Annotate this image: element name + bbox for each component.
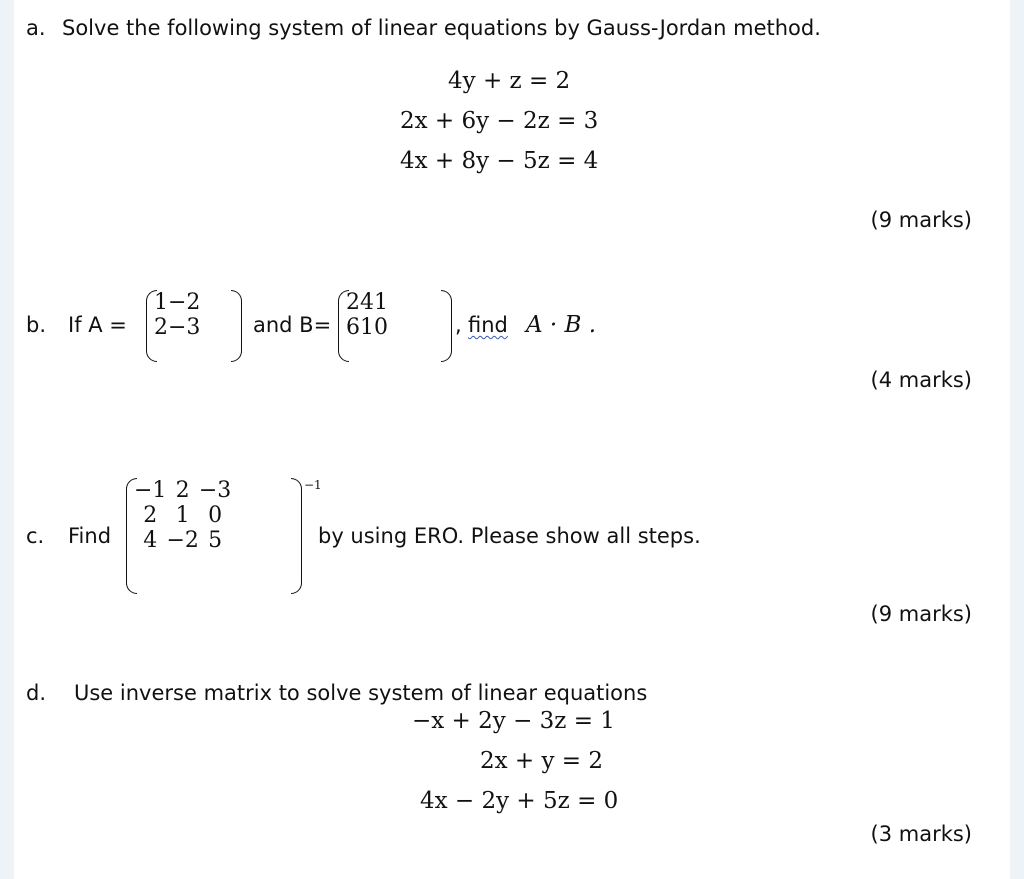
matrix-b-table (346, 290, 388, 340)
matrix-a-cell: −3 (168, 315, 201, 340)
matrix-b (338, 290, 452, 362)
matrix-a-cell: −2 (168, 290, 201, 315)
question-b-marks: (4 marks) (870, 368, 972, 392)
matrix-b-cell: 0 (374, 315, 388, 340)
question-c-marks: (9 marks) (870, 602, 972, 626)
matrix-c-cell: −1 (134, 478, 167, 503)
matrix-c-cell: −2 (166, 528, 199, 553)
matrix-c-cell: 1 (175, 503, 190, 528)
matrix-b-right-paren (441, 290, 452, 362)
question-d-equation-1: −x + 2y − 3z = 1 (412, 708, 615, 734)
matrix-a-cell: 2 (154, 315, 168, 340)
question-a-equation-2: 2x + 6y − 2z = 3 (400, 108, 599, 134)
question-sheet (14, 0, 1010, 879)
question-b-comma: , (455, 313, 462, 337)
question-a-label: a. (26, 16, 46, 40)
matrix-c-cell: 2 (143, 503, 158, 528)
question-c-label: c. (26, 524, 45, 548)
matrix-a-table (154, 290, 200, 340)
question-a-marks: (9 marks) (870, 208, 972, 232)
question-d-label: d. (26, 681, 47, 705)
matrix-c-inverse-exponent: −1 (304, 478, 322, 492)
question-d-equation-2: 2x + y = 2 (480, 748, 604, 774)
matrix-c-cell: −3 (198, 478, 232, 503)
question-d-equation-3: 4x − 2y + 5z = 0 (420, 788, 619, 814)
matrix-b-cell: 1 (374, 290, 388, 315)
matrix-b-cell: 6 (346, 315, 360, 340)
question-b-product: A · B . (526, 312, 597, 338)
matrix-c-cell: 2 (175, 478, 190, 503)
matrix-a (146, 290, 242, 362)
matrix-a-right-paren (231, 290, 242, 362)
matrix-c-cell: 4 (143, 528, 158, 553)
matrix-c (126, 478, 302, 594)
matrix-a-cell: 1 (154, 290, 168, 315)
matrix-c-table (134, 478, 231, 553)
matrix-b-cell: 1 (360, 315, 374, 340)
question-b-prefix: If A = (68, 313, 127, 337)
matrix-c-cell: 0 (208, 503, 223, 528)
question-a-equation-1: 4y + z = 2 (448, 68, 571, 94)
question-b-find: find (468, 313, 508, 337)
matrix-c-cell: 5 (208, 528, 223, 553)
question-a-text: Solve the following system of linear equations by Gauss-Jordan method. (62, 16, 821, 40)
question-b-and: and B= (253, 313, 332, 337)
question-d-marks: (3 marks) (870, 822, 972, 846)
matrix-b-cell: 4 (360, 290, 374, 315)
question-c-find: Find (68, 524, 112, 548)
question-c-text: by using ERO. Please show all steps. (318, 524, 701, 548)
question-b-label: b. (26, 313, 47, 337)
question-a-equation-3: 4x + 8y − 5z = 4 (400, 148, 599, 174)
matrix-b-cell: 2 (346, 290, 360, 315)
matrix-c-right-paren (291, 478, 302, 594)
question-d-text: Use inverse matrix to solve system of linear equations (74, 681, 648, 705)
